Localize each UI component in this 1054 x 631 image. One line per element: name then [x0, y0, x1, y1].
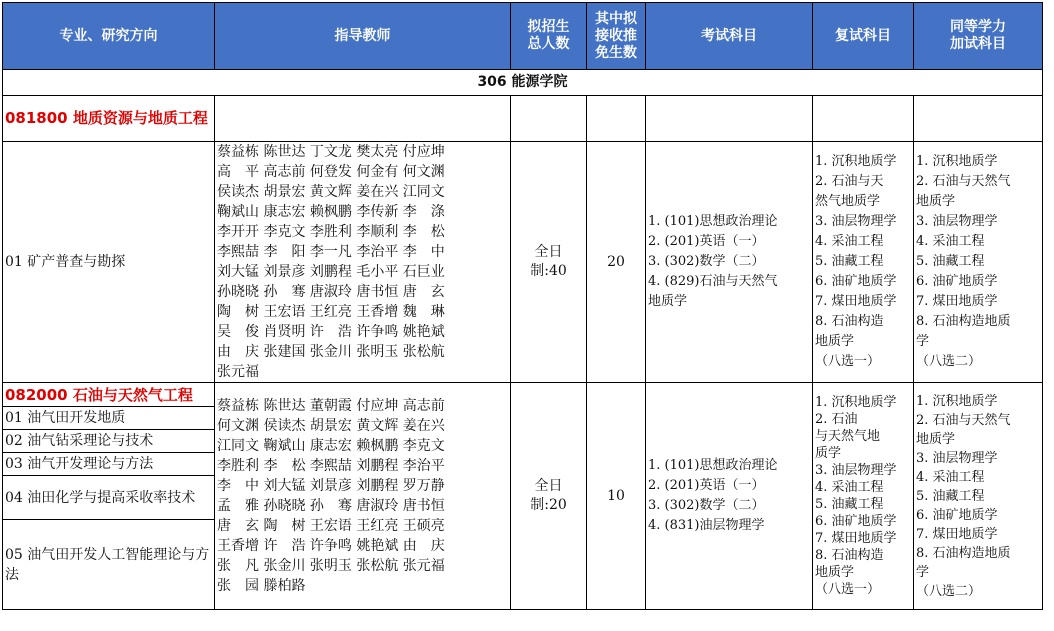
major2-direction-5: 05 油气田开发人工智能理论与方法 [3, 520, 215, 610]
major2-direction-4: 04 油田化学与提高采收率技术 [3, 476, 215, 520]
header-equiv: 同等学力 加试科目 [914, 3, 1043, 70]
header-retest: 复试科目 [813, 3, 914, 70]
major1-direction: 01 矿产普查与勘探 [3, 142, 215, 383]
major1-exam: 1. (101)思想政治理论 2. (201)英语（一） 3. (302)数学（二） 4. (829)石油与天然气 地质学 [646, 142, 813, 383]
header-exam: 考试科目 [646, 3, 813, 70]
major2-teachers: 蔡益栋 陈世达 董朝霞 付应坤 高志前 何文渊 侯读杰 胡景宏 黄文辉 姜在兴 江同文 鞠斌山 康志宏 赖枫鹏 李克文 李胜利 李 松 李熙喆 刘鹏程 李治平 李 中 刘大锰 刘景彦 刘鹏程 罗万静 孟 雅 孙晓晓 孙 骞 唐淑玲 唐书恒 唐 玄 陶 树 王宏语 王红亮 王硕亮 王香增 许 浩 许争鸣 姚艳斌 由 庆 张 凡 张金川 张明玉 张松航 张元福 张 园 滕柏路 [215, 383, 511, 610]
college-row [3, 70, 1043, 96]
header-exempt: 其中拟 接收推 免生数 [587, 3, 646, 70]
major2-equiv: 1. 沉积地质学 2. 石油与天然气 地质学 3. 油层物理学 4. 采油工程 5. 油藏工程 6. 油矿地质学 7. 煤田地质学 8. 石油构造地质 学 （八选二） [914, 383, 1043, 610]
major1-retest: 1. 沉积地质学 2. 石油与天 然气地质学 3. 油层物理学 4. 采油工程 5. 油藏工程 6. 油矿地质学 7. 煤田地质学 8. 石油构造 地质学 （八选一） [813, 142, 914, 383]
major2-direction-3: 03 油气开发理论与方法 [3, 453, 215, 476]
major1-detail-row [3, 142, 1043, 383]
header-row [3, 3, 1043, 70]
major2-exam: 1. (101)思想政治理论 2. (201)英语（一） 3. (302)数学（二） 4. (831)油层物理学 [646, 383, 813, 610]
header-total: 拟招生 总人数 [511, 3, 587, 70]
major2-name: 082000 石油与天然气工程 [3, 383, 215, 407]
major1-name: 081800 地质资源与地质工程 [3, 96, 215, 142]
major1-equiv: 1. 沉积地质学 2. 石油与天然气 地质学 3. 油层物理学 4. 采油工程 5. 油藏工程 6. 油矿地质学 7. 煤田地质学 8. 石油构造地质 学 （八选二） [914, 142, 1043, 383]
header-teachers: 指导教师 [215, 3, 511, 70]
major2-direction-1: 01 油气田开发地质 [3, 407, 215, 430]
major2-total: 全日 制:20 [511, 383, 587, 610]
major1-teachers: 蔡益栋 陈世达 丁文龙 樊太亮 付应坤 高 平 高志前 何登发 何金有 何文渊 侯读杰 胡景宏 黄文辉 姜在兴 江同文 鞠斌山 康志宏 赖枫鹏 李传新 李 涤 李开开 李克文 李胜利 李顺利 李 松 李熙喆 李 阳 李一凡 李治平 李 中 刘大锰 刘景彦 刘鹏程 毛小平 石巨业 孙晓晓 孙 骞 唐淑玲 唐书恒 唐 玄 陶 树 王宏语 王红亮 王香增 魏 琳 吴 俊 肖贤明 许 浩 许争鸣 姚艳斌 由 庆 张建国 张金川 张明玉 张松航 张元福 [215, 142, 511, 383]
header-major: 专业、研究方向 [3, 3, 215, 70]
major2-retest: 1. 沉积地质学 2. 石油 与天然气地 质学 3. 油层物理学 4. 采油工程 5. 油藏工程 6. 油矿地质学 7. 煤田地质学 8. 石油构造 地质学 （八选一） [813, 383, 914, 610]
major1-exempt: 20 [587, 142, 646, 383]
major2-direction-2: 02 油气钻采理论与技术 [3, 430, 215, 453]
major2-exempt: 10 [587, 383, 646, 610]
major2-title-row [3, 383, 1043, 407]
college-name: 306 能源学院 [3, 70, 1043, 96]
major1-title-row [3, 96, 1043, 142]
major1-total: 全日 制:40 [511, 142, 587, 383]
admissions-table [2, 2, 1043, 610]
